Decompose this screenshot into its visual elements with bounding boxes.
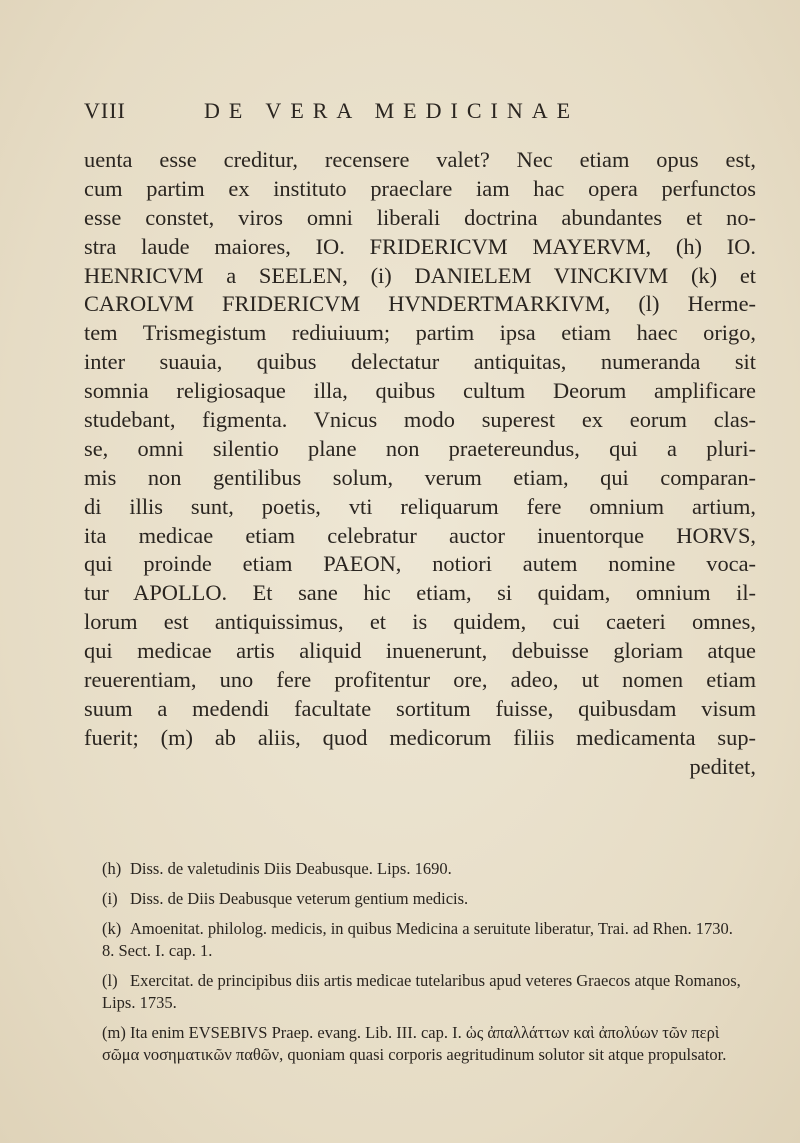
- text-line: tem Trismegistum rediuiuum; partim ipsa etiam haec origo,: [84, 320, 756, 346]
- footnote-text: Ita enim EVSEBIVS Praep. evang. Lib. III. cap. I. ὡς ἀπαλλάττων καὶ ἀπολύων τῶν περὶ σῶμα νοσηματικῶν παθῶν, quoniam quasi corporis aegritudinum solutor sit atque propulsator.: [102, 1023, 727, 1064]
- text-line: cum partim ex instituto praeclare iam hac opera perfunctos: [84, 175, 756, 201]
- text-line: somnia religiosaque illa, quibus cultum Deorum amplificare: [84, 378, 756, 404]
- footnote-label: (l): [102, 971, 118, 990]
- text-line: tur APOLLO. Et sane hic etiam, si quidam, omnium il-: [84, 580, 756, 606]
- text-line: HENRICVM a SEELEN, (i) DANIELEM VINCKIVM (k) et: [84, 262, 756, 288]
- text-line: di illis sunt, poetis, vti reliquarum fere omnium artium,: [84, 493, 756, 519]
- footnote-text: Diss. de valetudinis Diis Deabusque. Lips. 1690.: [130, 859, 452, 878]
- footnote-label: (h): [102, 859, 122, 878]
- footnote-l: [102, 970, 742, 1014]
- text-line: uenta esse creditur, recensere valet? Nec etiam opus est,: [84, 147, 756, 172]
- main-text: [84, 146, 756, 782]
- footnote-m: [102, 1022, 742, 1066]
- text-line: suum a medendi facultate sortitum fuisse, quibusdam visum: [84, 695, 756, 721]
- text-line: inter suauia, quibus delectatur antiquitas, numeranda sit: [84, 349, 756, 375]
- text-line: stra laude maiores, IO. FRIDERICVM MAYERVM, (h) IO.: [84, 233, 756, 259]
- text-line: reuerentiam, uno fere profitentur ore, adeo, ut nomen etiam: [84, 667, 756, 693]
- page-number: VIII: [84, 98, 126, 123]
- text-line: studebant, figmenta. Vnicus modo superest ex eorum clas-: [84, 407, 756, 433]
- footnotes: [102, 858, 742, 1074]
- footnote-k: [102, 918, 742, 962]
- text-line: ita medicae etiam celebratur auctor inuentorque HORVS,: [84, 522, 756, 548]
- text-line: esse constet, viros omni liberali doctrina abundantes et no-: [84, 204, 756, 230]
- footnote-h: [102, 858, 742, 880]
- text-line: lorum est antiquissimus, et is quidem, cui caeteri omnes,: [84, 609, 756, 635]
- text-line: se, omni silentio plane non praetereundus, qui a pluri-: [84, 435, 756, 461]
- page-header: [84, 98, 744, 130]
- catchword-line: peditet,: [689, 753, 756, 779]
- text-line: qui medicae artis aliquid inuenerunt, debuisse gloriam atque: [84, 638, 756, 664]
- text-line: qui proinde etiam PAEON, notiori autem nomine voca-: [84, 551, 756, 577]
- footnote-text: Diss. de Diis Deabusque veterum gentium medicis.: [130, 889, 469, 908]
- text-line: fuerit; (m) ab aliis, quod medicorum filiis medicamenta sup-: [84, 724, 756, 750]
- footnote-i: [102, 888, 742, 910]
- footnote-label: (i): [102, 889, 118, 908]
- footnote-label: (m): [102, 1023, 126, 1042]
- footnote-label: (k): [102, 919, 122, 938]
- text-line: CAROLVM FRIDERICVM HVNDERTMARKIVM, (l) Herme-: [84, 291, 756, 317]
- running-title: DE VERA MEDICINAE: [204, 98, 580, 123]
- text-line: mis non gentilibus solum, verum etiam, qui comparan-: [84, 464, 756, 490]
- footnote-text: Amoenitat. philolog. medicis, in quibus Medicina a seruitute liberatur, Trai. ad Rhen. 1730. 8. Sect. I. cap. 1.: [102, 919, 733, 960]
- footnote-text: Exercitat. de principibus diis artis medicae tutelaribus apud veteres Graecos atque Romanos, Lips. 1735.: [102, 971, 741, 1012]
